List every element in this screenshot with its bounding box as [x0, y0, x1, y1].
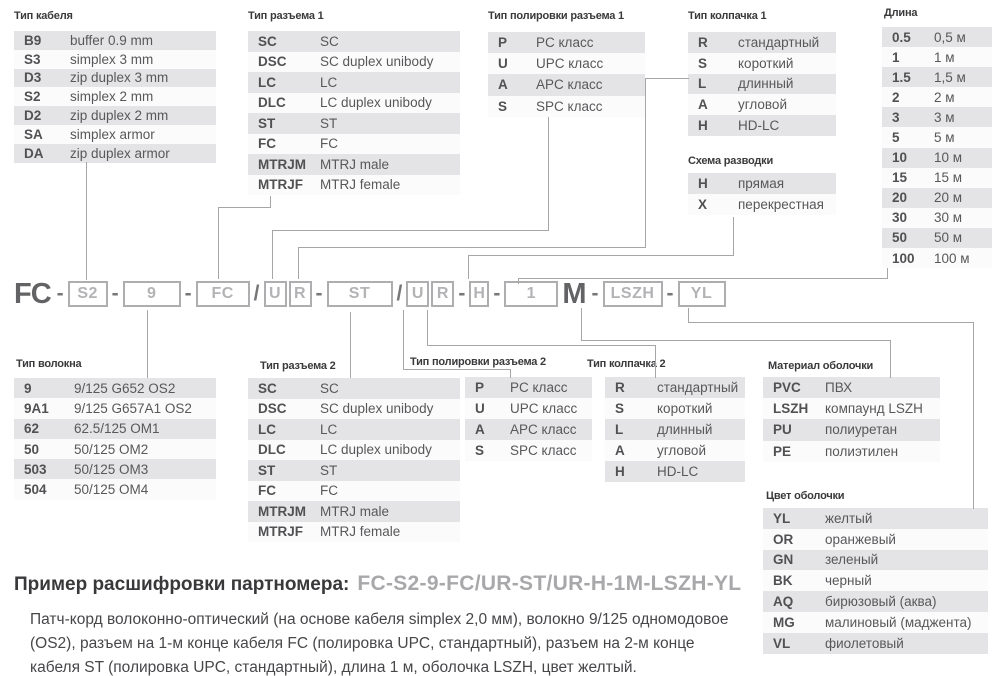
cap2-type-box: R — [431, 281, 454, 307]
row-code: R — [698, 34, 708, 50]
polish1-type-table — [488, 32, 645, 117]
row-desc: PC класс — [536, 35, 594, 51]
row-code: A — [615, 443, 625, 458]
row-code: D3 — [24, 70, 42, 86]
row-desc: LC duplex unibody — [320, 442, 432, 458]
row-code: LC — [258, 421, 276, 437]
row-code: DSC — [258, 401, 287, 417]
row-code: A — [698, 97, 708, 113]
row-code: 5 — [892, 130, 900, 146]
table-row — [248, 52, 460, 73]
row-code: OR — [773, 531, 794, 547]
partnumber-separator: - — [111, 282, 119, 305]
row-desc: угловой — [657, 443, 706, 458]
row-code: DA — [24, 145, 44, 161]
row-code: MG — [773, 614, 795, 630]
row-desc: компаунд LSZH — [825, 401, 923, 417]
row-desc: MTRJ male — [320, 156, 390, 172]
row-code: S3 — [24, 51, 41, 67]
row-code: MTRJM — [258, 156, 306, 172]
table-row — [248, 31, 460, 52]
table-row — [882, 248, 992, 268]
table-row — [14, 378, 216, 398]
row-desc: ST — [320, 115, 338, 131]
table-row — [14, 439, 216, 459]
row-code: H — [615, 464, 625, 479]
partnumber-separator: / — [253, 282, 260, 305]
row-desc: SC duplex unibody — [320, 54, 434, 70]
table-row — [248, 134, 460, 155]
table-row — [14, 479, 216, 499]
connector-line — [887, 268, 888, 278]
row-code: ST — [258, 462, 276, 478]
connector-line — [733, 217, 734, 255]
table-row — [763, 550, 988, 571]
row-code: L — [615, 422, 624, 437]
row-desc: 15 м — [934, 170, 963, 186]
jacket-color-table — [763, 508, 988, 654]
table-row — [465, 440, 592, 461]
row-desc: SPC класс — [536, 98, 603, 114]
row-desc: малиновый (маджента) — [825, 614, 972, 630]
row-desc: 50/125 OM3 — [74, 461, 149, 477]
row-code: MTRJM — [258, 503, 306, 519]
cap1-type-label: Тип колпачка 1 — [688, 10, 767, 22]
row-desc: MTRJ male — [320, 503, 390, 519]
length-label: Длина — [884, 7, 918, 19]
row-desc: короткий — [738, 55, 794, 71]
row-code: BK — [773, 573, 793, 589]
row-desc: simplex 2 mm — [70, 89, 154, 105]
row-code: SA — [24, 126, 43, 142]
row-desc: зеленый — [825, 552, 879, 568]
connector-line — [468, 255, 734, 279]
cap1-type-table — [688, 32, 836, 136]
row-code: S — [475, 443, 485, 458]
table-row — [248, 481, 460, 502]
connector2-type-label: Тип разъема 2 — [260, 360, 336, 372]
connector-line — [688, 322, 974, 509]
fiber-type-box: 9 — [123, 281, 181, 307]
table-row — [14, 87, 216, 106]
row-desc: SC — [320, 33, 339, 49]
partnumber-separator: - — [458, 282, 466, 305]
table-row — [14, 459, 216, 479]
connector-line — [403, 310, 404, 369]
row-code: 9 — [24, 380, 32, 396]
table-row — [882, 67, 992, 87]
row-code: R — [615, 380, 625, 395]
row-code: PVC — [773, 380, 801, 396]
table-row — [248, 72, 460, 93]
row-desc: zip duplex 2 mm — [70, 108, 169, 124]
row-desc: угловой — [738, 97, 787, 113]
series-prefix: FC — [14, 277, 51, 310]
row-code: 503 — [24, 461, 47, 477]
table-row — [14, 125, 216, 144]
table-row — [688, 115, 836, 136]
row-code: U — [498, 56, 508, 72]
row-code: FC — [258, 136, 276, 152]
row-desc: желтый — [825, 510, 873, 526]
table-row — [882, 188, 992, 208]
table-row — [882, 168, 992, 188]
row-desc: оранжевый — [825, 531, 896, 547]
connector2-type-box: ST — [327, 281, 393, 307]
connector-line — [427, 310, 428, 345]
row-code: 0.5 — [892, 29, 911, 45]
row-desc: UPC класс — [536, 56, 604, 72]
table-row — [248, 154, 460, 175]
row-desc: 1 м — [934, 49, 955, 65]
polish1-type-box: U — [264, 281, 287, 307]
row-desc: бирюзовый (аква) — [825, 594, 937, 610]
row-desc: 0,5 м — [934, 29, 966, 45]
cap1-type-box: R — [289, 281, 312, 307]
wiring-scheme-table — [688, 173, 836, 215]
row-code: H — [698, 175, 708, 191]
row-desc: LC — [320, 74, 338, 90]
row-desc: 5 м — [934, 130, 955, 146]
connector1-type-label: Тип разъема 1 — [248, 10, 324, 22]
cable-type-label: Тип кабеля — [14, 10, 73, 22]
row-desc: FC — [320, 136, 338, 152]
row-code: 20 — [892, 190, 908, 206]
row-desc: HD-LC — [738, 118, 780, 134]
row-desc: 9/125 G657A1 OS2 — [74, 400, 192, 416]
row-desc: buffer 0.9 mm — [70, 32, 154, 48]
table-row — [882, 107, 992, 127]
row-code: GN — [773, 552, 794, 568]
table-row — [248, 501, 460, 522]
row-desc: 9/125 G652 OS2 — [74, 380, 176, 396]
length-table — [882, 27, 992, 268]
partnumber-separator: - — [666, 282, 674, 305]
row-desc: APC класс — [510, 422, 577, 437]
row-code: 100 — [892, 250, 915, 266]
row-code: D2 — [24, 108, 42, 124]
row-code: SC — [258, 380, 277, 396]
row-desc: полиуретан — [825, 422, 898, 438]
row-desc: 2 м — [934, 89, 955, 105]
table-row — [248, 113, 460, 134]
row-desc: simplex 3 mm — [70, 51, 154, 67]
row-code: LC — [258, 74, 276, 90]
polish2-type-label: Тип полировки разъема 2 — [410, 356, 546, 368]
row-code: 50 — [24, 441, 40, 457]
row-desc: SPC класс — [510, 443, 577, 458]
row-desc: стандартный — [657, 380, 739, 395]
row-desc: 50/125 OM2 — [74, 441, 149, 457]
row-code: VL — [773, 635, 791, 651]
table-row — [248, 378, 460, 399]
row-desc: прямая — [738, 175, 785, 191]
row-code: S — [498, 98, 508, 114]
row-desc: 20 м — [934, 190, 963, 206]
jacket-color-label: Цвет оболочки — [766, 490, 845, 502]
row-code: 15 — [892, 170, 908, 186]
row-code: H — [698, 118, 708, 134]
row-desc: LC — [320, 421, 338, 437]
row-desc: 10 м — [934, 150, 963, 166]
table-row — [763, 612, 988, 633]
row-code: PE — [773, 443, 792, 459]
connector1-type-table — [248, 31, 460, 195]
row-code: PU — [773, 422, 792, 438]
cap2-type-label: Тип колпачка 2 — [587, 358, 666, 370]
row-desc: PC класс — [510, 380, 568, 395]
table-row — [763, 508, 988, 529]
row-code: L — [698, 76, 707, 92]
table-row — [882, 148, 992, 168]
connector-line — [270, 196, 271, 207]
connector-line — [581, 308, 582, 340]
fiber-type-table — [14, 378, 216, 500]
row-code: S — [698, 55, 708, 71]
polish1-type-label: Тип полировки разъема 1 — [488, 10, 624, 22]
row-code: 3 — [892, 109, 900, 125]
partnumber-separator: - — [184, 282, 192, 305]
connector-line — [518, 278, 888, 284]
partnumber-separator: - — [315, 282, 323, 305]
row-code: B9 — [24, 32, 42, 48]
polish2-type-box: U — [406, 281, 429, 307]
table-row — [763, 591, 988, 612]
table-row — [488, 32, 645, 53]
row-code: SC — [258, 33, 277, 49]
row-code: P — [498, 35, 508, 51]
table-row — [882, 47, 992, 67]
cable-type-table — [14, 31, 216, 163]
row-desc: полиэтилен — [825, 443, 899, 459]
table-row — [882, 127, 992, 147]
row-desc: 50/125 OM4 — [74, 482, 149, 498]
table-row — [488, 53, 645, 74]
table-row — [14, 69, 216, 88]
example-partnumber: FC-S2-9-FC/UR-ST/UR-H-1M-LSZH-YL — [357, 572, 742, 595]
row-code: DLC — [258, 95, 286, 111]
table-row — [248, 419, 460, 440]
table-row — [882, 27, 992, 47]
row-desc: HD-LC — [657, 464, 699, 479]
cable-type-box: S2 — [68, 281, 108, 307]
connector1-type-box: FC — [196, 281, 250, 307]
row-desc: длинный — [738, 76, 794, 92]
row-code: 1 — [892, 49, 900, 65]
partnumber-separator: / — [396, 282, 403, 305]
row-code: ST — [258, 115, 276, 131]
row-code: AQ — [773, 594, 794, 610]
row-code: U — [475, 401, 485, 416]
row-code: DSC — [258, 54, 287, 70]
partnumber-separator: - — [56, 282, 64, 305]
connector-line — [86, 162, 87, 280]
row-desc: перекрестная — [738, 196, 824, 212]
table-row — [882, 208, 992, 228]
row-code: MTRJF — [258, 524, 303, 540]
row-desc: SC duplex unibody — [320, 401, 434, 417]
row-desc: SC — [320, 380, 339, 396]
row-desc: длинный — [657, 422, 713, 437]
table-row — [882, 228, 992, 248]
table-row — [14, 50, 216, 69]
row-code: X — [698, 196, 708, 212]
row-desc: ПВХ — [825, 380, 853, 396]
row-desc: simplex armor — [70, 126, 155, 142]
connector-line — [147, 310, 148, 378]
row-code: 30 — [892, 210, 908, 226]
table-row — [488, 74, 645, 95]
connector-line — [645, 78, 689, 248]
row-desc: 3 м — [934, 109, 955, 125]
row-code: P — [475, 380, 485, 395]
wiring-scheme-box: H — [469, 281, 489, 307]
jacket-color-box: YL — [678, 281, 726, 307]
table-row — [14, 106, 216, 125]
row-code: 504 — [24, 482, 47, 498]
partnumber-separator: - — [591, 282, 599, 305]
row-code: 10 — [892, 150, 908, 166]
row-desc: 1,5 м — [934, 69, 966, 85]
table-row — [688, 194, 836, 215]
table-row — [763, 570, 988, 591]
row-desc: ST — [320, 462, 338, 478]
table-row — [248, 399, 460, 420]
table-row — [688, 53, 836, 74]
connector-line — [218, 207, 271, 279]
table-row — [688, 32, 836, 53]
row-desc: APC класс — [536, 77, 603, 93]
length-box: 1 — [504, 281, 558, 307]
table-row — [248, 175, 460, 196]
row-code: 1.5 — [892, 69, 911, 85]
connector-line — [548, 117, 549, 230]
example-label: Пример расшифровки партномера: — [14, 574, 350, 595]
row-desc: 100 м — [934, 250, 970, 266]
table-row — [14, 398, 216, 418]
row-code: S — [615, 401, 625, 416]
table-row — [763, 633, 988, 654]
row-code: DLC — [258, 442, 286, 458]
row-desc: фиолетовый — [825, 635, 904, 651]
row-desc: MTRJ female — [320, 177, 401, 193]
table-row — [465, 398, 592, 419]
row-desc: 50 м — [934, 230, 963, 246]
row-code: FC — [258, 483, 276, 499]
connector2-type-table — [248, 378, 460, 542]
row-desc: zip duplex 3 mm — [70, 70, 169, 86]
partnumber-separator: - — [493, 282, 501, 305]
row-desc: 30 м — [934, 210, 963, 226]
row-desc: zip duplex armor — [70, 145, 170, 161]
row-code: S2 — [24, 89, 41, 105]
fiber-type-label: Тип волокна — [16, 358, 82, 370]
table-row — [688, 74, 836, 95]
row-code: 9A1 — [24, 400, 49, 416]
table-row — [248, 460, 460, 481]
table-row — [688, 94, 836, 115]
row-desc: LC duplex unibody — [320, 95, 432, 111]
table-row — [763, 529, 988, 550]
row-code: A — [475, 422, 485, 437]
row-desc: черный — [825, 573, 872, 589]
table-row — [465, 377, 592, 398]
row-code: YL — [773, 510, 791, 526]
jacket-material-box: LSZH — [603, 281, 663, 307]
table-row — [488, 96, 645, 117]
row-desc: стандартный — [738, 34, 820, 50]
row-desc: MTRJ female — [320, 524, 401, 540]
row-code: 50 — [892, 230, 908, 246]
row-desc: FC — [320, 483, 338, 499]
table-row — [248, 440, 460, 461]
table-row — [14, 31, 216, 50]
row-desc: короткий — [657, 401, 713, 416]
table-row — [465, 419, 592, 440]
row-code: LSZH — [773, 401, 809, 417]
polish2-type-table — [465, 377, 592, 461]
row-code: 62 — [24, 421, 40, 437]
row-desc: 62.5/125 OM1 — [74, 421, 160, 437]
row-desc: UPC класс — [510, 401, 578, 416]
jacket-material-label: Материал оболочки — [768, 360, 874, 372]
wiring-scheme-label: Схема разводки — [688, 155, 774, 167]
table-row — [882, 87, 992, 107]
table-row — [14, 419, 216, 439]
table-row — [688, 173, 836, 194]
connector-line — [688, 308, 689, 322]
row-code: 2 — [892, 89, 900, 105]
connector-line — [350, 312, 351, 378]
row-code: A — [498, 77, 508, 93]
example-heading — [14, 572, 741, 596]
row-code: MTRJF — [258, 177, 303, 193]
table-row — [14, 144, 216, 163]
example-description: Патч-корд волоконно-оптический (на основе кабеля simplex 2,0 мм), волокно 9/125 одномодовое (OS2), разъем на 1-м конце кабеля FC (полировка UPC, стандартный), разъем на 2-м конце кабеля ST (полировка UPC, стандартный), длина 1 м, оболочка LSZH, цвет желтый. — [30, 611, 729, 676]
meters-literal: M — [562, 277, 586, 310]
table-row — [248, 522, 460, 543]
table-row — [248, 93, 460, 114]
